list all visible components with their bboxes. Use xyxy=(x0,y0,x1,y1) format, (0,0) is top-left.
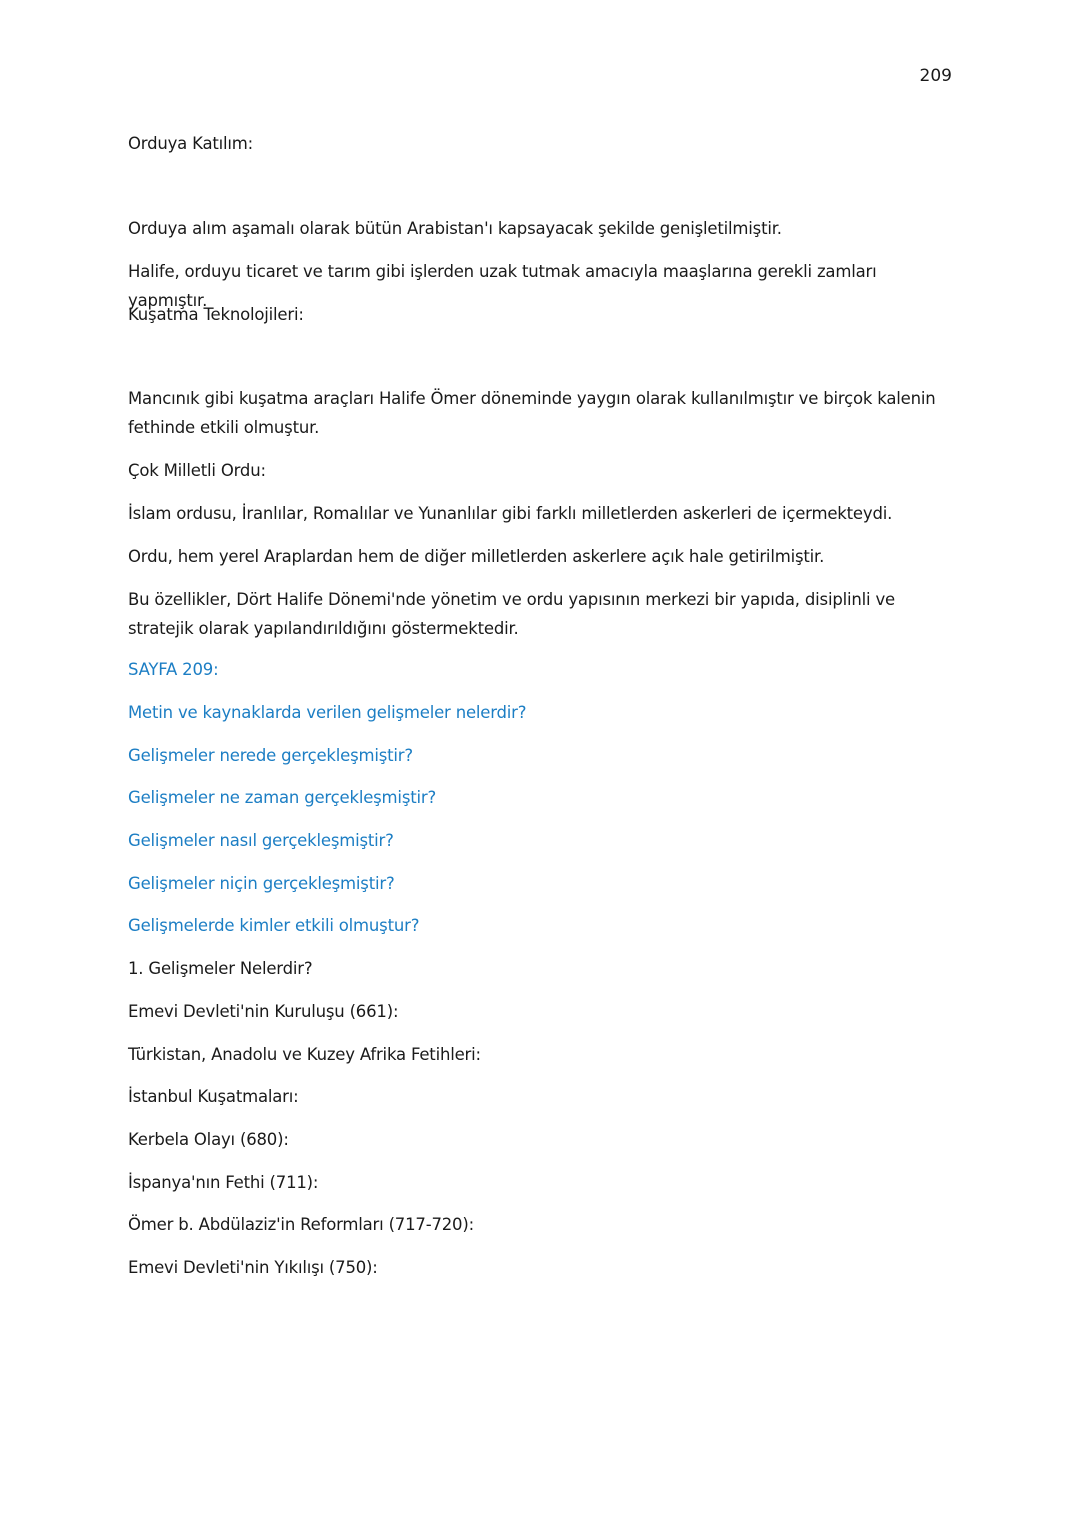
question: Gelişmeler niçin gerçekleşmiştir? xyxy=(128,874,395,893)
heading-siege-technologies: Kuşatma Teknolojileri: xyxy=(128,305,304,324)
list-item: İstanbul Kuşatmaları: xyxy=(128,1087,299,1106)
question: Metin ve kaynaklarda verilen gelişmeler nelerdir? xyxy=(128,703,527,722)
paragraph: İslam ordusu, İranlılar, Romalılar ve Yunanlılar gibi farklı milletlerden askerleri de içermekteydi. xyxy=(128,504,893,523)
heading-multinational-army: Çok Milletli Ordu: xyxy=(128,461,266,480)
list-item: Türkistan, Anadolu ve Kuzey Afrika Fetihleri: xyxy=(128,1045,481,1064)
paragraph: Bu özellikler, Dört Halife Dönemi'nde yönetim ve ordu yapısının merkezi bir yapıda, disiplinli ve stratejik olarak yapılandırıldığını göstermektedir. xyxy=(128,590,895,638)
list-item: Emevi Devleti'nin Kuruluşu (661): xyxy=(128,1002,399,1021)
list-item: Kerbela Olayı (680): xyxy=(128,1130,289,1149)
page-number: 209 xyxy=(919,66,952,86)
question: Gelişmelerde kimler etkili olmuştur? xyxy=(128,916,420,935)
list-item: İspanya'nın Fethi (711): xyxy=(128,1173,319,1192)
paragraph: Mancınık gibi kuşatma araçları Halife Ömer döneminde yaygın olarak kullanılmıştır ve birçok kalenin fethinde etkili olmuştur. xyxy=(128,389,936,437)
question: Gelişmeler nasıl gerçekleşmiştir? xyxy=(128,831,394,850)
heading-army-participation: Orduya Katılım: xyxy=(128,134,254,153)
question: Gelişmeler ne zaman gerçekleşmiştir? xyxy=(128,788,437,807)
list-heading: 1. Gelişmeler Nelerdir? xyxy=(128,959,313,978)
question: Gelişmeler nerede gerçekleşmiştir? xyxy=(128,746,413,765)
paragraph: Orduya alım aşamalı olarak bütün Arabistan'ı kapsayacak şekilde genişletilmiştir. xyxy=(128,219,782,238)
paragraph: Halife, orduyu ticaret ve tarım gibi işlerden uzak tutmak amacıyla maaşlarına gerekli zamları yapmıştır. xyxy=(128,262,877,310)
paragraph: Ordu, hem yerel Araplardan hem de diğer milletlerden askerlere açık hale getirilmiştir. xyxy=(128,547,825,566)
section-label-sayfa: SAYFA 209: xyxy=(128,660,219,679)
list-item: Ömer b. Abdülaziz'in Reformları (717-720): xyxy=(128,1215,474,1234)
list-item: Emevi Devleti'nin Yıkılışı (750): xyxy=(128,1258,378,1277)
